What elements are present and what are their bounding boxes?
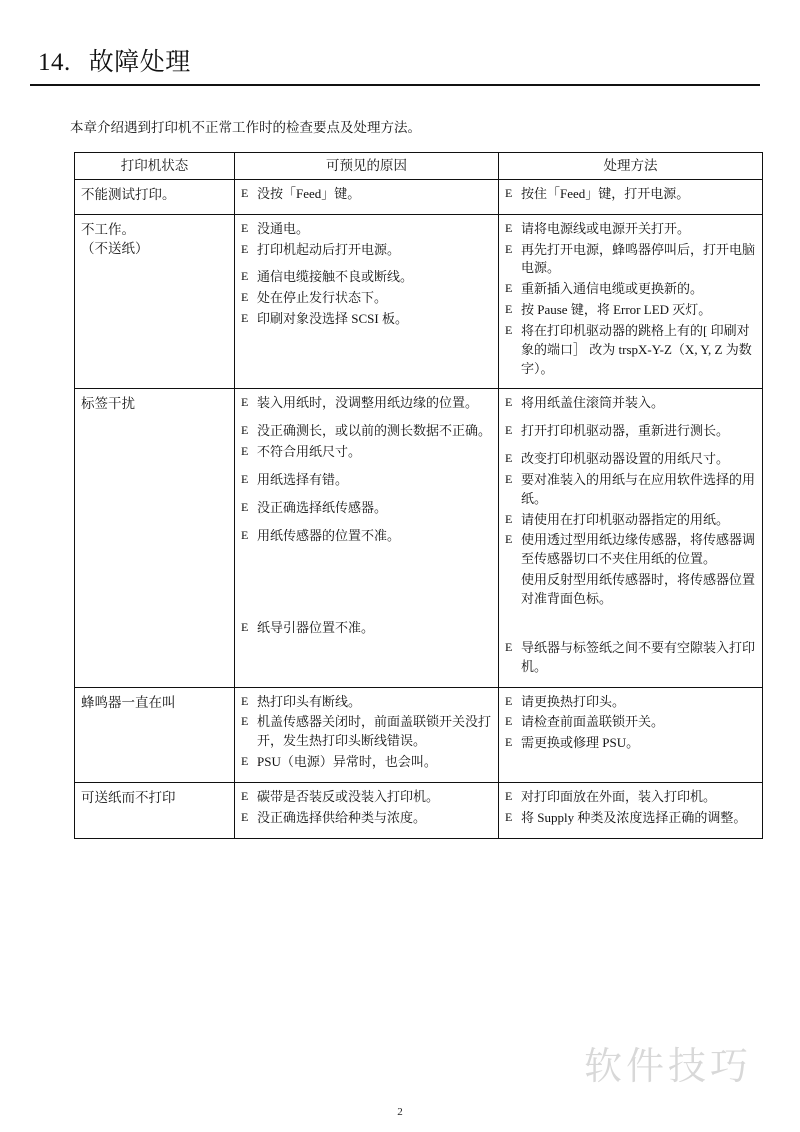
bullet-icon: E (505, 423, 513, 438)
cell-remedy (499, 389, 763, 687)
table-row (75, 214, 763, 389)
cell-cause (235, 782, 499, 838)
remedy-list (505, 394, 756, 676)
column-header-cause: 可预见的原因 (235, 153, 499, 180)
list-item (505, 422, 756, 441)
list-item (505, 394, 756, 413)
table-row (75, 782, 763, 838)
list-item (241, 527, 492, 546)
bullet-icon: E (505, 185, 513, 200)
list-item-text: 没正确选择纸传感器。 (257, 499, 388, 515)
remedy-list (505, 220, 756, 379)
cell-printer-state (75, 214, 235, 389)
bullet-icon: E (241, 809, 249, 824)
list-item-text: PSU（电源）异常时，也会叫。 (257, 754, 437, 770)
bullet-icon: E (505, 532, 513, 547)
list-item (505, 571, 756, 609)
bullet-icon: E (505, 302, 513, 317)
list-item (505, 511, 756, 530)
list-item-text: 请将电源线或电源开关打开。 (521, 220, 691, 236)
intro-paragraph: 本章介绍遇到打印机不正常工作时的检查要点及处理方法。 (70, 120, 421, 135)
list-item-text: 打印机起动后打开电源。 (257, 241, 401, 257)
page-number: 2 (397, 1106, 403, 1118)
cell-cause (235, 687, 499, 782)
bullet-icon: E (241, 290, 249, 305)
list-item-text: 打开打印机驱动器，重新进行测长。 (521, 423, 730, 439)
bullet-icon: E (505, 451, 513, 466)
list-item-text: 处在停止发行状态下。 (257, 290, 388, 306)
list-item (241, 220, 492, 239)
bullet-icon: E (505, 788, 513, 803)
bullet-icon: E (505, 471, 513, 486)
cell-remedy (499, 214, 763, 389)
list-item (505, 531, 756, 569)
bullet-icon: E (241, 444, 249, 459)
state-line: 可送纸而不打印 (81, 789, 176, 805)
list-item-text: 没正确测长，或以前的测长数据不正确。 (257, 423, 492, 439)
cause-list (241, 788, 492, 828)
table-row (75, 389, 763, 687)
list-item-text: 机盖传感器关闭时，前面盖联锁开关没打开，发生热打印头断线错误。 (257, 714, 492, 749)
chapter-title: 故障处理 (88, 49, 191, 76)
list-item-text: 用纸选择有错。 (257, 471, 349, 487)
bullet-icon: E (241, 620, 249, 635)
cell-remedy (499, 687, 763, 782)
bullet-icon: E (241, 241, 249, 256)
list-item (505, 185, 756, 204)
list-item (505, 734, 756, 753)
remedy-list (505, 788, 756, 828)
bullet-icon: E (505, 693, 513, 708)
list-item (241, 619, 492, 638)
bullet-icon: E (241, 423, 249, 438)
list-item (241, 394, 492, 413)
remedy-list (505, 693, 756, 754)
list-item-text: 将用纸盖住滚筒并装入。 (521, 395, 665, 411)
list-item-text: 没通电。 (257, 220, 310, 236)
list-item (241, 289, 492, 308)
list-item-text: 将 Supply 种类及浓度选择正确的调整。 (521, 809, 747, 825)
list-item-text: 不符合用纸尺寸。 (257, 444, 362, 460)
bullet-icon: E (505, 241, 513, 256)
list-item (241, 809, 492, 828)
bullet-icon: E (241, 788, 249, 803)
list-item (241, 788, 492, 807)
list-item (505, 241, 756, 279)
list-item (241, 693, 492, 712)
list-item-text: 热打印头有断线。 (257, 693, 362, 709)
bullet-icon: E (241, 693, 249, 708)
cause-list (241, 185, 492, 204)
troubleshooting-table (74, 152, 763, 838)
remedy-list (505, 185, 756, 204)
list-item (505, 788, 756, 807)
list-item (505, 693, 756, 712)
state-line: 标签干扰 (81, 396, 135, 412)
list-item (505, 301, 756, 320)
cell-printer-state (75, 389, 235, 687)
bullet-icon: E (505, 639, 513, 654)
cell-cause (235, 389, 499, 687)
list-item-text: 对打印面放在外面，装入打印机。 (521, 788, 717, 804)
bullet-icon: E (241, 395, 249, 410)
bullet-icon: E (505, 511, 513, 526)
list-item-text: 要对准装入的用纸与在应用软件选择的用纸。 (521, 471, 756, 506)
list-item (241, 185, 492, 204)
chapter-number: 14. (38, 49, 71, 76)
state-line: 不能测试打印。 (81, 186, 176, 202)
list-item (505, 809, 756, 828)
list-item-text: 没正确选择供给种类与浓度。 (257, 809, 427, 825)
cause-list (241, 693, 492, 772)
cause-list (241, 220, 492, 329)
column-header-remedy: 处理方法 (499, 153, 763, 180)
bullet-icon: E (241, 527, 249, 542)
state-line: 蜂鸣器一直在叫 (81, 694, 176, 710)
bullet-icon: E (505, 395, 513, 410)
list-item (241, 443, 492, 462)
watermark: 软件技巧 (583, 1046, 752, 1088)
cause-list (241, 394, 492, 638)
bullet-icon: E (505, 281, 513, 296)
list-item (241, 753, 492, 772)
cell-remedy (499, 179, 763, 214)
list-item-text: 请检查前面盖联锁开关。 (521, 714, 665, 730)
bullet-icon: E (241, 471, 249, 486)
table-row (75, 687, 763, 782)
list-item-text: 重新插入通信电缆或更换新的。 (521, 281, 704, 297)
list-item (505, 280, 756, 299)
list-item-text: 装入用纸时，没调整用纸边缘的位置。 (257, 395, 479, 411)
list-item-text: 请使用在打印机驱动器指定的用纸。 (521, 511, 730, 527)
table-row (75, 179, 763, 214)
list-item-text: 通信电缆接触不良或断线。 (257, 269, 414, 285)
table-header-row (75, 153, 763, 180)
list-item (241, 268, 492, 287)
list-item-text: 导纸器与标签纸之间不要有空隙装入打印机。 (521, 639, 756, 674)
list-item (505, 322, 756, 379)
state-line: （不送纸） (81, 241, 149, 257)
list-item-text: 改变打印机驱动器设置的用纸尺寸。 (521, 451, 730, 467)
list-item-text: 需更换或修理 PSU。 (521, 735, 640, 751)
list-item-text: 使用透过型用纸边缘传感器，将传感器调至传感器切口不夹住用纸的位置。 (521, 532, 756, 567)
list-item (505, 220, 756, 239)
cell-cause (235, 214, 499, 389)
bullet-icon: E (505, 809, 513, 824)
cell-remedy (499, 782, 763, 838)
list-item-text: 纸导引器位置不准。 (257, 620, 375, 636)
list-item-text: 按 Pause 键，将 Error LED 灭灯。 (521, 302, 712, 318)
table-body (75, 179, 763, 838)
list-item (241, 499, 492, 518)
cell-cause (235, 179, 499, 214)
bullet-icon: E (241, 220, 249, 235)
list-item-text: 再先打开电源，蜂鸣器停叫后，打开电脑电源。 (521, 241, 756, 276)
list-item-text: 碳带是否装反或没装入打印机。 (257, 788, 440, 804)
bullet-icon: E (241, 499, 249, 514)
list-item (241, 713, 492, 751)
bullet-icon: E (241, 269, 249, 284)
list-item (505, 639, 756, 677)
list-item (241, 310, 492, 329)
cell-printer-state (75, 179, 235, 214)
bullet-icon: E (241, 714, 249, 729)
list-item-text: 用纸传感器的位置不准。 (257, 527, 401, 543)
list-item-text: 请更换热打印头。 (521, 693, 626, 709)
column-header-state: 打印机状态 (75, 153, 235, 180)
list-item-text: 使用反射型用纸传感器时，将传感器位置对准背面色标。 (521, 572, 756, 606)
list-item (241, 241, 492, 260)
list-item (241, 471, 492, 490)
list-item-text: 按住「Feed」键，打开电源。 (521, 185, 690, 201)
list-item (505, 713, 756, 732)
chapter-heading (30, 42, 760, 78)
cell-printer-state (75, 782, 235, 838)
cell-printer-state (75, 687, 235, 782)
list-item-text: 没按「Feed」键。 (257, 185, 361, 201)
bullet-icon: E (505, 735, 513, 750)
bullet-icon: E (241, 185, 249, 200)
bullet-icon: E (505, 714, 513, 729)
bullet-icon: E (505, 322, 513, 337)
state-line: 不工作。 (81, 221, 135, 237)
bullet-icon: E (241, 311, 249, 326)
list-item-text: 将在打印机驱动器的跳格上有的[ 印刷对象的端口］ 改为 trspX-Y-Z（X, Y, Z 为数字）。 (521, 322, 752, 376)
list-item-text: 印刷对象没选择 SCSI 板。 (257, 311, 408, 327)
list-item (505, 450, 756, 469)
list-item (505, 471, 756, 509)
bullet-icon: E (505, 220, 513, 235)
list-item (241, 422, 492, 441)
heading-rule (30, 84, 760, 86)
bullet-icon: E (241, 754, 249, 769)
